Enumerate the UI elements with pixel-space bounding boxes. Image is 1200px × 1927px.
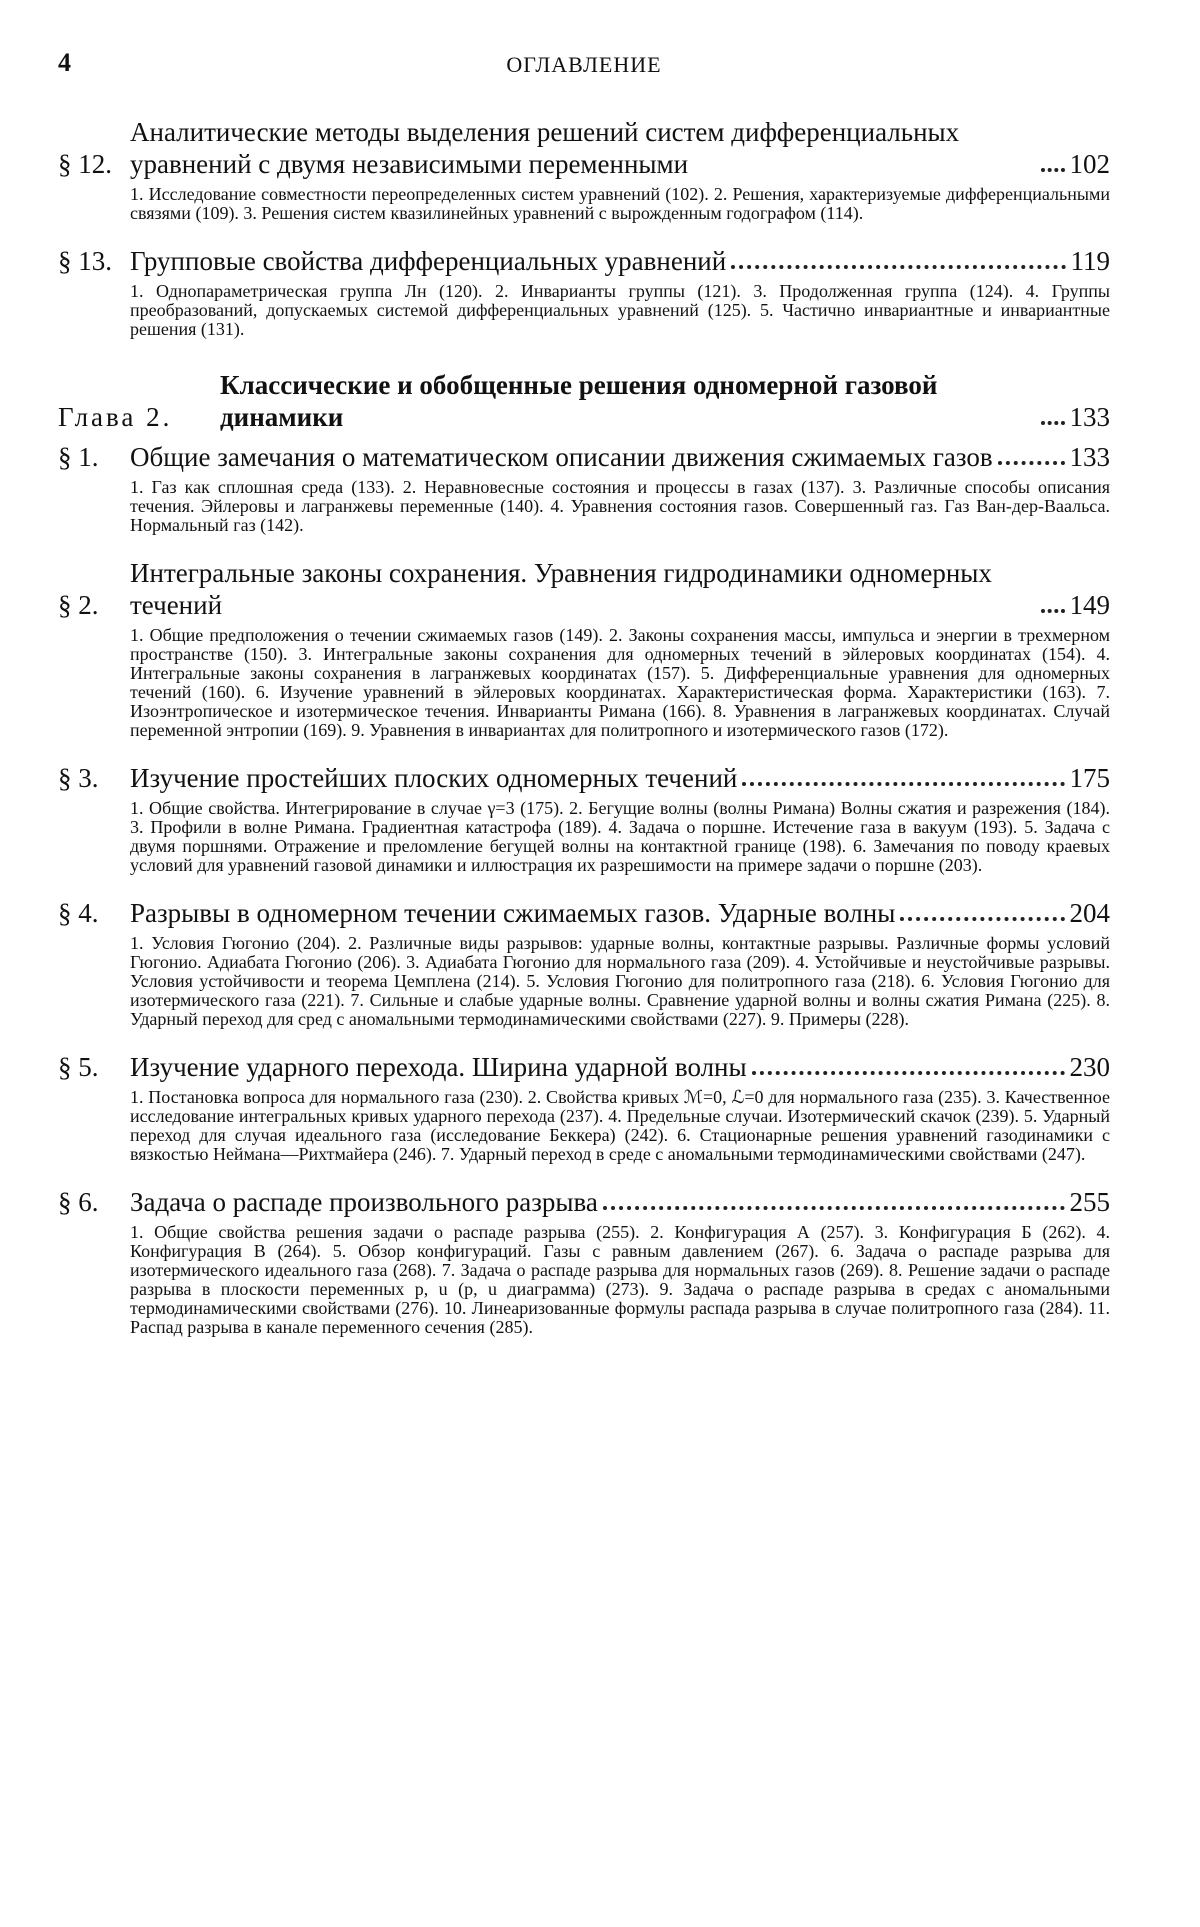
- dot-leader: [742, 782, 1064, 786]
- page-reference: 133: [1069, 402, 1110, 432]
- toc-entry-heading: [58, 116, 1110, 180]
- section-number: § 2.: [58, 590, 99, 620]
- toc-entry-heading: [58, 762, 1110, 794]
- section-number: § 13.: [58, 246, 112, 276]
- section-title: Задача о распаде произвольного разрыва: [130, 1187, 598, 1217]
- title-area: [130, 1186, 1070, 1218]
- document-page: [58, 48, 1110, 1359]
- title-area: [130, 1051, 1070, 1083]
- subsection-list: 1. Общие свойства решения задачи о распаде разрыва (255). 2. Конфигурация А (257). 3. Конфигурация Б (262). 4. Конфигурация В (264). 5. Обзор конфигураций. Газы с равным давлением (267). 6. Задача о распаде разрыва для изотермического идеального газа (268). 7. Задача о распаде разрыва для нормальных газов (269). 8. Решение задачи о распаде разрыва в плоскости переменных p, u (p, u диаграмма) (273). 9. Задача о распаде разрыва в средах с аномальными термодинамическими свойствами (276). 10. Линеаризованные формулы распада разрыва в случае политропного газа (284). 11. Распад разрыва в канале переменного сечения (285).: [130, 1222, 1110, 1337]
- dot-leader: [1041, 421, 1065, 425]
- title-area: [130, 441, 1070, 473]
- subsection-list: 1. Газ как сплошная среда (133). 2. Неравновесные состояния и процессы в газах (137). 3. Различные способы описания течения. Эйлеровы и лагранжевы переменные (140). 4. Уравнения состояния газов. Совершенный газ. Газ Ван-дер-Ваальса. Нормальный газ (142).: [130, 477, 1110, 535]
- section-number: § 1.: [58, 442, 99, 472]
- toc-section-entry: [58, 245, 1110, 339]
- chapter-title: Классические и обобщенные решения одномерной газовой динамики: [220, 370, 938, 432]
- page-reference: 175: [1069, 763, 1110, 793]
- toc-section-entry: [58, 441, 1110, 535]
- subsection-list: 1. Постановка вопроса для нормального газа (230). 2. Свойства кривых ℳ=0, ℒ=0 для нормального газа (235). 3. Качественное исследование интегральных кривых ударного перехода (237). 4. Предельные случаи. Изотермический скачок (239). 5. Ударный переход для случая идеального газа (исследование Беккера) (242). 6. Стационарные решения уравнений газодинамики с вязкостью Неймана—Рихтмайера (246). 7. Ударный переход в среде с аномальными термодинамическими свойствами (247).: [130, 1087, 1110, 1164]
- subsection-list: 1. Общие свойства. Интегрирование в случае γ=3 (175). 2. Бегущие волны (волны Римана) Волны сжатия и разрежения (184). 3. Профили в волне Римана. Градиентная катастрофа (189). 4. Задача о поршне. Истечение газа в вакуум (193). 5. Задача с двумя поршнями. Отражение и преломление бегущей волны на контактной границе (198). 6. Замечания по поводу краевых условий для уравнений газовой динамики и иллюстрация их разрешимости на примере задачи о поршне (203).: [130, 798, 1110, 875]
- toc-section-entry: [58, 762, 1110, 875]
- title-area: [130, 897, 1070, 929]
- title-area: [130, 245, 1071, 277]
- subsection-list: 1. Общие предположения о течении сжимаемых газов (149). 2. Законы сохранения массы, импульса и энергии в трехмерном пространстве (150). 3. Интегральные законы сохранения для одномерных течений в эйлеровых координатах (154). 4. Интегральные законы сохранения в лагранжевых координатах (157). 5. Дифференциальные уравнения для одномерных течений (160). 6. Изучение уравнений в эйлеровых координатах. Характеристическая форма. Характеристики (163). 7. Изоэнтропическое и изотермическое течения. Инварианты Римана (166). 8. Уравнения в лагранжевых координатах. Случай переменной энтропии (169). 9. Уравнения в инвариантах для политропного и изотермического газов (172).: [130, 625, 1110, 740]
- page-reference: 255: [1069, 1187, 1110, 1217]
- section-number: § 3.: [58, 763, 99, 793]
- section-title: Групповые свойства дифференциальных уравнений: [130, 246, 727, 276]
- section-number: § 4.: [58, 898, 99, 928]
- toc-section-entry: [58, 897, 1110, 1029]
- title-area: [220, 369, 1070, 433]
- subsection-list: 1. Исследование совместности переопределенных систем уравнений (102). 2. Решения, характеризуемые дифференциальными связями (109). 3. Решения систем квазилинейных уравнений с вырожденным годографом (114).: [130, 184, 1110, 223]
- dot-leader: [752, 1071, 1065, 1075]
- page-reference: 102: [1069, 149, 1110, 179]
- page-reference: 230: [1069, 1052, 1110, 1082]
- dot-leader: [998, 461, 1065, 465]
- toc-section-entry: [58, 1186, 1110, 1337]
- page-number: 4: [58, 48, 71, 77]
- title-area: [130, 116, 1070, 180]
- dot-leader: [603, 1206, 1065, 1210]
- chapter-number: Глава 2.: [58, 402, 173, 432]
- toc-entry-heading: [58, 1186, 1110, 1218]
- dot-leader: [1041, 168, 1065, 172]
- page-header: [58, 48, 1110, 88]
- section-title: Аналитические методы выделения решений систем дифференциальных уравнений с двумя независимыми переменными: [130, 117, 960, 179]
- title-area: [130, 557, 1070, 621]
- section-number: § 12.: [58, 149, 112, 179]
- page-reference: 149: [1069, 590, 1110, 620]
- running-title: ОГЛАВЛЕНИЕ: [506, 52, 662, 77]
- table-of-contents: [58, 116, 1110, 1337]
- section-title: Интегральные законы сохранения. Уравнения гидродинамики одномерных течений: [130, 558, 992, 620]
- toc-entry-heading: [58, 897, 1110, 929]
- toc-section-entry: [58, 557, 1110, 740]
- toc-entry-heading: [58, 441, 1110, 473]
- toc-chapter-entry: [58, 369, 1110, 433]
- dot-leader: [731, 265, 1065, 269]
- toc-section-entry: [58, 116, 1110, 223]
- section-title: Разрывы в одномерном течении сжимаемых газов. Ударные волны: [130, 898, 896, 928]
- page-reference: 133: [1069, 442, 1110, 472]
- toc-entry-heading: [58, 245, 1110, 277]
- title-area: [130, 762, 1070, 794]
- section-title: Общие замечания о математическом описании движения сжимаемых газов: [130, 442, 993, 472]
- section-number: § 6.: [58, 1187, 99, 1217]
- toc-section-entry: [58, 1051, 1110, 1164]
- section-title: Изучение простейших плоских одномерных течений: [130, 763, 738, 793]
- subsection-list: 1. Условия Гюгонио (204). 2. Различные виды разрывов: ударные волны, контактные разрывы. Различные формы условий Гюгонио. Адиабата Гюгонио (206). 3. Адиабата Гюгонио для нормального газа (209). 4. Устойчивые и неустойчивые разрывы. Условия устойчивости и теорема Цемплена (214). 5. Условия Гюгонио для политропного газа (218). 6. Условия Гюгонио для изотермического газа (221). 7. Сильные и слабые ударные волны. Сравнение ударной волны и волны сжатия Римана (225). 8. Ударный переход для сред с аномальными термодинамическими свойствами (227). 9. Примеры (228).: [130, 933, 1110, 1029]
- page-reference: 119: [1070, 246, 1110, 276]
- toc-entry-heading: [58, 369, 1110, 433]
- toc-entry-heading: [58, 1051, 1110, 1083]
- dot-leader: [1041, 609, 1065, 613]
- section-number: § 5.: [58, 1052, 99, 1082]
- dot-leader: [900, 917, 1064, 921]
- subsection-list: 1. Однопараметрическая группа Лн (120). 2. Инварианты группы (121). 3. Продолженная группа (124). 4. Группы преобразований, допускаемых системой дифференциальных уравнений (125). 5. Частично инвариантные и инвариантные решения (131).: [130, 281, 1110, 339]
- toc-entry-heading: [58, 557, 1110, 621]
- page-reference: 204: [1069, 898, 1110, 928]
- section-title: Изучение ударного перехода. Ширина ударной волны: [130, 1052, 747, 1082]
